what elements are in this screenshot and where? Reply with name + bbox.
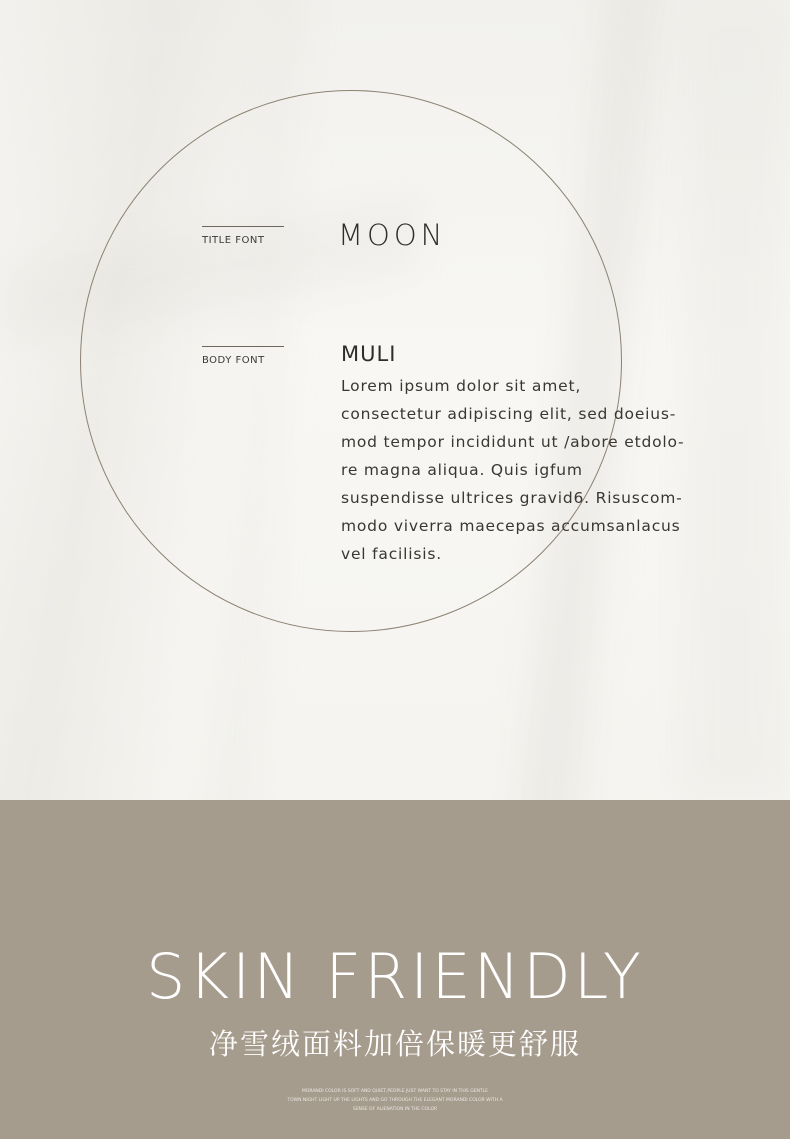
fineprint-line: TOWN NIGHT LIGHT UP THE LIGHTS AND GO THROUGH THE ELEGANT MORANDI COLOR WITH A xyxy=(287,1098,503,1103)
fineprint-line: SENSE OF ALIENATION IN THE COLOR xyxy=(352,1107,438,1112)
sample-line: mod tempor incididunt ut /abore etdolo- xyxy=(341,433,685,451)
body-font-label: BODY FONT xyxy=(202,355,265,366)
sample-line: suspendisse ultrices gravid6. Risuscom- xyxy=(341,489,683,507)
title-font-name: MOON xyxy=(338,218,447,252)
body-font-name: MULI xyxy=(341,342,397,366)
sample-line: re magna aliqua. Quis igfum xyxy=(341,461,583,479)
sample-line: modo viverra maecepas accumsanlacus xyxy=(341,517,681,535)
banner-headline: SKIN FRIENDLY xyxy=(146,940,644,1013)
fineprint-line: MORANDI COLOR IS SOFT AND QUIET,PEOPLE JUST WANT TO STAY IN THIS GENTLE xyxy=(301,1089,489,1094)
banner-fineprint xyxy=(270,1087,520,1114)
body-font-rule xyxy=(202,346,284,347)
banner-subline: 净雪绒面料加倍保暖更舒服 xyxy=(208,1027,581,1061)
sample-line: vel facilisis. xyxy=(341,545,442,563)
sample-line: Lorem ipsum dolor sit amet, xyxy=(341,377,582,395)
banner-panel xyxy=(0,800,790,1139)
sample-line: consectetur adipiscing elit, sed doeius- xyxy=(341,405,677,423)
title-font-rule xyxy=(202,226,284,227)
body-font-sample-text xyxy=(341,372,701,568)
title-font-label: TITLE FONT xyxy=(202,235,265,246)
